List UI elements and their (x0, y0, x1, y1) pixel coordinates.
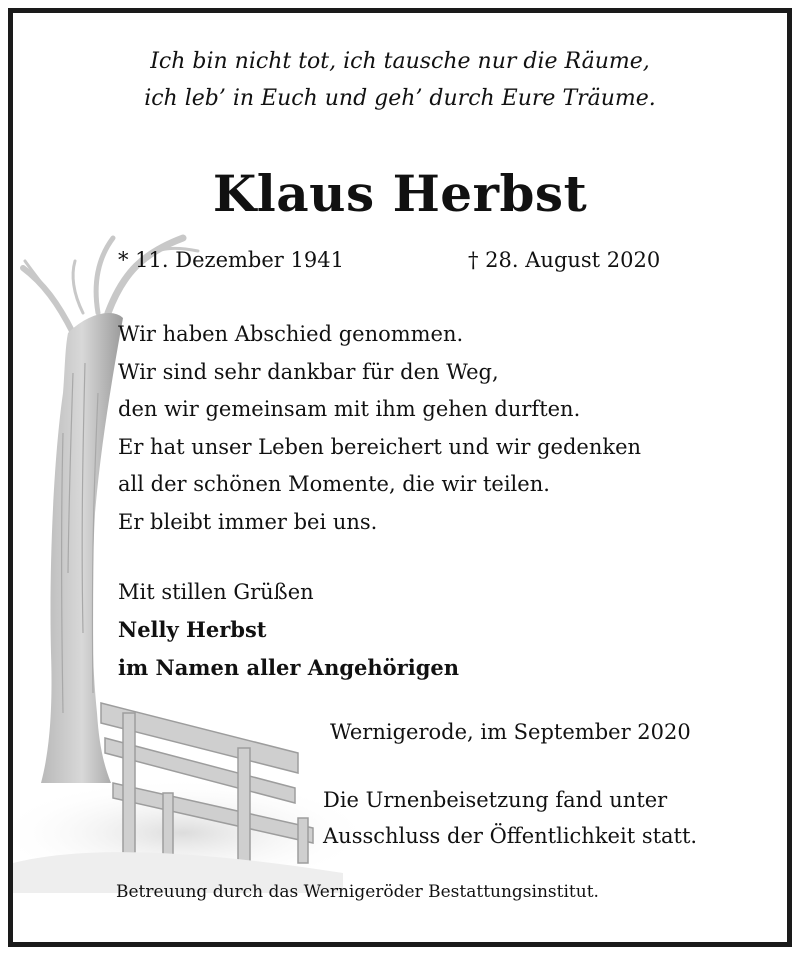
death-date: † 28. August 2020 (468, 248, 661, 272)
mourner-relatives: im Namen aller Angehörigen (118, 655, 460, 680)
quote-line: Ich bin nicht tot, ich tausche nur die Räume, (150, 49, 650, 74)
burial-note-line: Die Urnenbeisetzung fand unter (323, 788, 668, 812)
farewell-line: Wir haben Abschied genommen. (118, 322, 464, 346)
farewell-line: Er bleibt immer bei uns. (118, 509, 378, 534)
farewell-line: Er hat unser Leben bereichert und wir gedenken (118, 434, 642, 459)
birth-date: * 11. Dezember 1941 (118, 248, 344, 272)
place-and-date: Wernigerode, im September 2020 (330, 720, 691, 744)
greeting: Mit stillen Grüßen (118, 580, 314, 604)
quote-line: ich leb’ in Euch und geh’ durch Eure Träume. (144, 86, 656, 111)
farewell-line: Wir sind sehr dankbar für den Weg, (118, 359, 499, 384)
farewell-line: den wir gemeinsam mit ihm gehen durften. (118, 397, 581, 421)
signature-block (118, 573, 459, 687)
farewell-text (118, 316, 641, 541)
funeral-home-credit: Betreuung durch das Wernigeröder Bestattungsinstitut. (116, 882, 599, 902)
deceased-name: Klaus Herbst (212, 164, 588, 223)
burial-note-line: Ausschluss der Öffentlichkeit statt. (323, 824, 698, 848)
obituary-card (8, 8, 792, 947)
burial-note (323, 782, 697, 854)
mourner-name: Nelly Herbst (118, 617, 267, 642)
memorial-quote (13, 43, 787, 117)
farewell-line: all der schönen Momente, die wir teilen. (118, 472, 550, 496)
